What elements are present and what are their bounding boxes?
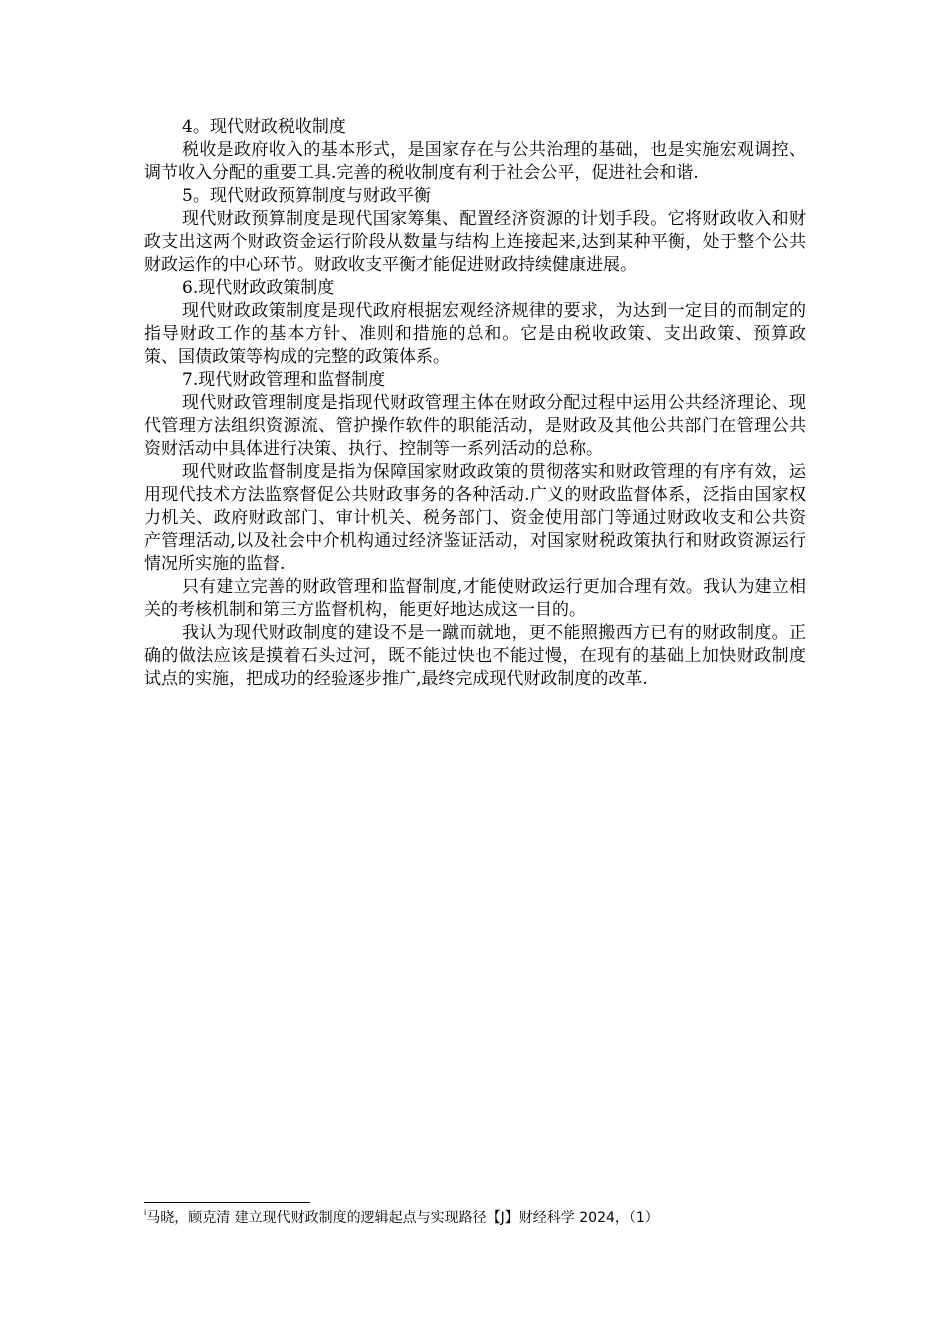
footnote-marker: i — [144, 1208, 147, 1217]
body-paragraph: 税收是政府收入的基本形式，是国家存在与公共治理的基础，也是实施宏观调控、调节收入分配的重要工具.完善的税收制度有利于社会公平，促进社会和谐. — [144, 140, 806, 183]
body-paragraph: 现代财政政策制度是现代政府根据宏观经济规律的要求，为达到一定目的而制定的指导财政工作的基本方针、准则和措施的总和。它是由税收政策、支出政策、预算政策、国债政策等构成的完整的政策体系。 — [144, 301, 806, 367]
body-paragraph: 只有建立完善的财政管理和监督制度,才能使财政运行更加合理有效。我认为建立相关的考核机制和第三方监督机构，能更好地达成这一目的。 — [144, 577, 806, 620]
body-paragraph: 现代财政管理制度是指现代财政管理主体在财政分配过程中运用公共经济理论、现代管理方法组织资源流、管护操作软件的职能活动，是财政及其他公共部门在管理公共资财活动中具体进行决策、执行、控制等一系列活动的总称。 — [144, 393, 806, 459]
document-body — [144, 116, 806, 691]
body-paragraph: 现代财政监督制度是指为保障国家财政政策的贯彻落实和财政管理的有序有效，运用现代技术方法监察督促公共财政事务的各种活动.广义的财政监督体系，泛指由国家权力机关、政府财政部门、审计机关、税务部门、资金使用部门等通过财政收支和公共资产管理活动,以及社会中介机构通过经济鉴证活动，对国家财税政策执行和财政资源运行情况所实施的监督. — [144, 462, 806, 574]
section-heading: 5。现代财政预算制度与财政平衡 — [182, 186, 431, 206]
body-paragraph: 现代财政预算制度是现代国家筹集、配置经济资源的计划手段。它将财政收入和财政支出这两个财政资金运行阶段从数量与结构上连接起来,达到某种平衡，处于整个公共财政运作的中心环节。财政收支平衡才能促进财政持续健康进展。 — [144, 209, 806, 275]
footnote — [144, 1208, 806, 1228]
footnote-text: 马晓，顾克清 建立现代财政制度的逻辑起点与实现路径【J】财经科学 2024，（1） — [146, 1210, 659, 1226]
section-heading: 4。现代财政税收制度 — [182, 117, 346, 137]
section-heading: 7.现代财政管理和监督制度 — [182, 370, 386, 390]
footnote-separator — [144, 1202, 310, 1203]
body-paragraph: 我认为现代财政制度的建设不是一蹴而就地，更不能照搬西方已有的财政制度。正确的做法应该是摸着石头过河，既不能过快也不能过慢，在现有的基础上加快财政制度试点的实施，把成功的经验逐步推广,最终完成现代财政制度的改革. — [144, 623, 806, 689]
section-heading: 6.现代财政政策制度 — [182, 278, 335, 298]
